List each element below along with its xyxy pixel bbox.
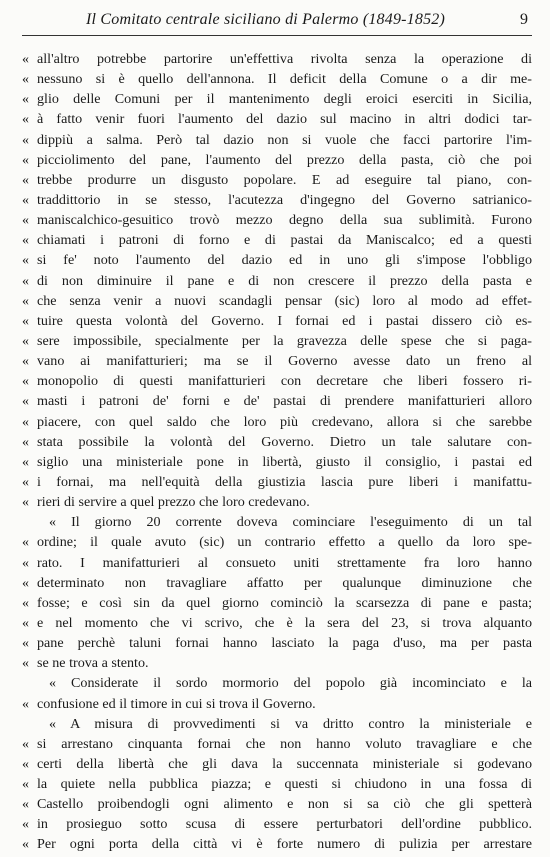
- text-line: [22, 494, 532, 514]
- text-line: [22, 333, 532, 353]
- text-line: [22, 575, 532, 595]
- quote-mark: «: [22, 213, 29, 229]
- text-line: [22, 172, 532, 192]
- line-text: picciolimento del pane, l'aumento del prezzo della pasta, ciò che poi: [37, 151, 532, 168]
- quote-mark: «: [22, 394, 29, 410]
- line-text: piacere, con quel saldo che loro più credevano, allora si che sarebbe: [37, 413, 532, 430]
- text-line: [22, 71, 532, 91]
- body-text: [22, 51, 532, 857]
- text-line: [22, 91, 532, 111]
- quote-mark: «: [22, 474, 29, 490]
- line-text: determinato non travagliare affatto per qualunque diminuzione che: [37, 574, 532, 591]
- line-text: trebbe produrre un disgusto popolare. E ad eseguire tal piano, con-: [37, 171, 532, 188]
- text-line: [22, 393, 532, 413]
- quote-mark: «: [22, 636, 29, 652]
- text-line: [22, 232, 532, 252]
- text-line: [22, 595, 532, 615]
- text-line: [22, 434, 532, 454]
- line-text: confusione ed il timore in cui si trova il Governo.: [37, 695, 316, 712]
- line-text: di non diminuire il pane e di non crescere il prezzo della pasta e: [37, 272, 532, 289]
- text-line: [22, 313, 532, 333]
- quote-mark: «: [22, 797, 29, 813]
- text-line: [22, 796, 532, 816]
- text-line: [22, 212, 532, 232]
- quote-mark: «: [22, 656, 29, 672]
- line-text: nessuno si è quello dell'annona. Il deficit della Comune o a dir me-: [37, 71, 532, 88]
- line-text: Per ogni porta della città vi è forte numero di pulizia per arrestare: [37, 836, 532, 853]
- text-line: [22, 414, 532, 434]
- text-line: [22, 252, 532, 272]
- line-text: vano ai manifatturieri; ma se il Governo avesse dato un freno al: [37, 353, 532, 370]
- line-text: rato. I manifatturieri al consueto uniti strettamente fra loro hanno: [37, 554, 532, 571]
- line-text: « Considerate il sordo mormorio del popolo già incominciato e la: [49, 675, 532, 692]
- quote-mark: «: [22, 555, 29, 571]
- line-text: tuire questa volontà del Governo. I fornai ed i pastai dissero ciò es-: [37, 312, 532, 329]
- page-header: [22, 9, 532, 36]
- line-text: glio delle Comuni per il mantenimento degli eroici eserciti in Sicilia,: [37, 91, 532, 108]
- quote-mark: «: [22, 192, 29, 208]
- quote-mark: «: [22, 454, 29, 470]
- quote-mark: «: [22, 756, 29, 772]
- text-line: [22, 373, 532, 393]
- text-line: [22, 514, 532, 534]
- quote-mark: «: [22, 333, 29, 349]
- quote-mark: «: [22, 696, 29, 712]
- text-line: [22, 756, 532, 776]
- text-line: [22, 615, 532, 635]
- line-text: « Il giorno 20 corrente doveva cominciare l'eseguimento di un tal: [49, 514, 532, 531]
- quote-mark: «: [22, 273, 29, 289]
- line-text: si fe' noto l'aumento del dazio ed in uno gli s'impose l'obbligo: [37, 252, 532, 269]
- quote-mark: «: [22, 495, 29, 511]
- quote-mark: «: [22, 575, 29, 591]
- quote-mark: «: [22, 92, 29, 108]
- text-line: [22, 716, 532, 736]
- quote-mark: «: [22, 313, 29, 329]
- line-text: masti i patroni de' forni e de' pastai di prendere manifatturieri alloro: [37, 393, 532, 410]
- quote-mark: «: [22, 434, 29, 450]
- quote-mark: «: [22, 817, 29, 833]
- text-line: [22, 454, 532, 474]
- line-text: e nel momento che vi scrivo, che è la sera del 23, si trova alquanto: [37, 614, 532, 631]
- quote-mark: «: [22, 172, 29, 188]
- text-line: [22, 736, 532, 756]
- running-title: Il Comitato centrale siciliano di Palermo (1849-1852): [86, 11, 445, 28]
- text-line: [22, 635, 532, 655]
- line-text: dippiù a salma. Però tal dazio non si vuole che facci partorire l'im-: [37, 131, 532, 148]
- text-line: [22, 474, 532, 494]
- line-text: rieri di servire a quel prezzo che loro credevano.: [37, 494, 310, 511]
- text-line: [22, 836, 532, 856]
- line-text: ordine; il quale avuto (sic) un contrario effetto a quello da loro spe-: [37, 534, 532, 551]
- page-number: 9: [520, 11, 528, 28]
- line-text: certi della libertà che gli dava la succennata ministeriale si godevano: [37, 755, 532, 772]
- text-line: [22, 293, 532, 313]
- line-text: se ne trova a stento.: [37, 655, 149, 672]
- text-line: [22, 353, 532, 373]
- line-text: che senza venir a nuovi scandagli pensar (sic) loro al modo ad effet-: [37, 292, 532, 309]
- line-text: monopolio di questi manifatturieri con decretare che liberi fossero ri-: [37, 373, 532, 390]
- text-line: [22, 675, 532, 695]
- text-line: [22, 555, 532, 575]
- line-text: siglio una ministeriale pone in libertà, giusto il consiglio, i pastai ed: [37, 453, 532, 470]
- line-text: stata possibile la volontà del Governo. Dietro un tale salutare con-: [37, 433, 532, 450]
- text-line: [22, 132, 532, 152]
- text-line: [22, 816, 532, 836]
- text-line: [22, 51, 532, 71]
- text-line: [22, 534, 532, 554]
- quote-mark: «: [22, 52, 29, 67]
- line-text: i fornai, ma nell'equità della giustizia lascia pure liberi i manifattu-: [37, 473, 532, 490]
- quote-mark: «: [22, 233, 29, 249]
- text-line: [22, 152, 532, 172]
- line-text: à fatto venir fuori l'aumento del dazio sul macino in altri dodici tar-: [37, 111, 532, 128]
- line-text: la quiete nella pubblica piazza; e questi si chiudono in una fossa di: [37, 776, 532, 793]
- quote-mark: «: [22, 112, 29, 128]
- line-text: chiamati i patroni di forno e di pastai da Maniscalco; ed a questi: [37, 232, 532, 249]
- quote-mark: «: [22, 152, 29, 168]
- quote-mark: «: [22, 736, 29, 752]
- line-text: in prosieguo sotto scusa di essere perturbatori dell'ordine pubblico.: [37, 816, 532, 833]
- line-text: pane perchè taluni fornai hanno lasciato la paga d'uso, ma per pasta: [37, 635, 532, 652]
- quote-mark: «: [22, 72, 29, 88]
- text-line: [22, 655, 532, 675]
- quote-mark: «: [22, 374, 29, 390]
- line-text: Castello proibendogli ogni alimento e non si sa ciò che gli spetterà: [37, 796, 532, 813]
- text-line: [22, 192, 532, 212]
- line-text: si arrestano cinquanta fornai che non hanno voluto travagliare e che: [37, 735, 532, 752]
- line-text: all'altro potrebbe partorire un'effettiva rivolta senza la operazione di: [37, 51, 532, 67]
- quote-mark: «: [22, 414, 29, 430]
- quote-mark: «: [22, 595, 29, 611]
- text-line: [22, 696, 532, 716]
- text-line: [22, 111, 532, 131]
- quote-mark: «: [22, 293, 29, 309]
- text-line: [22, 273, 532, 293]
- line-text: traddittorio in se stesso, l'acutezza d'ingegno del Governo satrianico-: [37, 191, 532, 208]
- line-text: maniscalchico-gesuitico trovò mezzo degno della sua sublimità. Furono: [37, 212, 532, 229]
- quote-mark: «: [22, 535, 29, 551]
- quote-mark: «: [22, 777, 29, 793]
- text-line: [22, 776, 532, 796]
- line-text: « A misura di provvedimenti si va dritto contro la ministeriale e: [49, 715, 532, 732]
- line-text: sere impossibile, specialmente per la gravezza delle spese che si paga-: [37, 332, 532, 349]
- line-text: fosse; e così sin da quel giorno cominciò la scarsezza di pane e pasta;: [37, 594, 532, 611]
- quote-mark: «: [22, 253, 29, 269]
- quote-mark: «: [22, 615, 29, 631]
- quote-mark: «: [22, 132, 29, 148]
- quote-mark: «: [22, 354, 29, 370]
- quote-mark: «: [22, 837, 29, 853]
